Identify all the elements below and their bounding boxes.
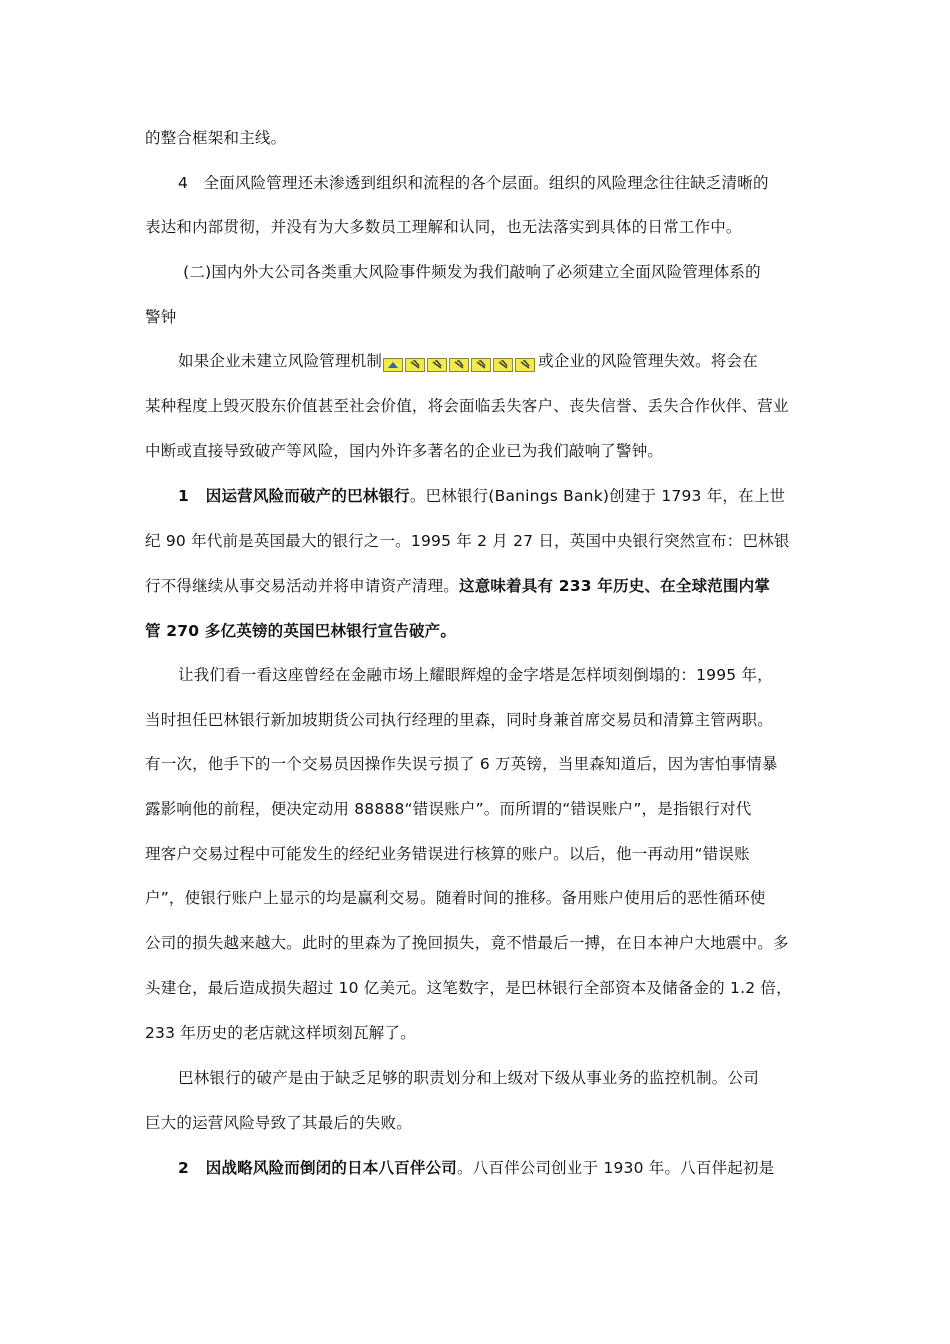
bold-segment: 这意味着具有 233 年历史、在全球范围内掌 <box>459 577 771 595</box>
text-line-with-symbols <box>178 350 758 372</box>
text-line <box>145 620 456 642</box>
text-line: 头建仓，最后造成损失超过 10 亿美元。这笔数字，是巴林银行全部资本及储备金的 1.2 倍， <box>145 979 792 997</box>
symbol-icon <box>383 358 403 372</box>
text-line: 公司的损失越来越大。此时的里森为了挽回损失，竟不惜最后一搏，在日本神户大地震中。多 <box>145 934 789 952</box>
text-line: 当时担任巴林银行新加坡期货公司执行经理的里森，同时身兼首席交易员和清算主管两职。 <box>145 711 774 729</box>
section-heading: (二)国内外大公司各类重大风险事件频发为我们敲响了必须建立全面风险管理体系的 <box>178 263 761 281</box>
symbol-icon <box>471 358 491 372</box>
text-line: 有一次，他手下的一个交易员因操作失误亏损了 6 万英镑，当里森知道后，因为害怕事情暴 <box>145 755 778 773</box>
case-title: 2 因战略风险而倒闭的日本八百伴公司 <box>178 1159 457 1177</box>
text-line: 露影响他的前程，便决定动用 88888“错误账户”。而所谓的“错误账户”，是指银行对代 <box>145 800 752 818</box>
symbol-icon <box>449 358 469 372</box>
text-line: 4 全面风险管理还未渗透到组织和流程的各个层面。组织的风险理念往往缺乏清晰的 <box>178 174 769 192</box>
text-segment: 。八百伴公司创业于 1930 年。八百伴起初是 <box>456 1159 775 1177</box>
symbol-icon <box>405 358 425 372</box>
text-line: 纪 90 年代前是英国最大的银行之一。1995 年 2 月 27 日，英国中央银行突然宣布：巴林银 <box>145 532 790 550</box>
text-line <box>145 575 770 597</box>
text-line: 巨大的运营风险导致了其最后的失败。 <box>145 1114 412 1132</box>
symbol-strip <box>383 353 537 369</box>
text-line: 中断或直接导致破产等风险，国内外许多著名的企业已为我们敲响了警钟。 <box>145 442 664 460</box>
case-title: 1 因运营风险而破产的巴林银行 <box>178 487 410 505</box>
text-line <box>178 485 785 507</box>
section-heading-cont: 警钟 <box>145 308 177 326</box>
symbol-icon <box>515 358 535 372</box>
symbol-icon <box>493 358 513 372</box>
text-line: 理客户交易过程中可能发生的经纪业务错误进行核算的账户。以后，他一再动用“错误账 <box>145 845 750 863</box>
text-segment: 行不得继续从事交易活动并将申请资产清理。 <box>145 577 460 595</box>
text-line: 让我们看一看这座曾经在金融市场上耀眼辉煌的金字塔是怎样顷刻倒塌的：1995 年， <box>178 666 773 684</box>
text-line <box>178 1157 774 1179</box>
text-line: 某种程度上毁灭股东价值甚至社会价值，将会面临丢失客户、丧失信誉、丢失合作伙伴、营业 <box>145 397 789 415</box>
text-line: 233 年历史的老店就这样顷刻瓦解了。 <box>145 1024 416 1042</box>
text-line: 的整合框架和主线。 <box>145 129 287 147</box>
text-line: 户”，使银行账户上显示的均是赢利交易。随着时间的推移。备用账户使用后的恶性循环使 <box>145 889 766 907</box>
text-line: 表达和内部贯彻，并没有为大多数员工理解和认同，也无法落实到具体的日常工作中。 <box>145 218 742 236</box>
text-segment: 如果企业未建立风险管理机制 <box>178 352 383 370</box>
bold-segment: 管 270 多亿英镑的英国巴林银行宣告破产。 <box>145 622 457 640</box>
text-line: 巴林银行的破产是由于缺乏足够的职责划分和上级对下级从事业务的监控机制。公司 <box>178 1069 759 1087</box>
text-segment: 或企业的风险管理失效。将会在 <box>538 352 758 370</box>
text-segment: 。巴林银行(Banings Bank)创建于 1793 年，在上世 <box>409 487 786 505</box>
symbol-icon <box>427 358 447 372</box>
